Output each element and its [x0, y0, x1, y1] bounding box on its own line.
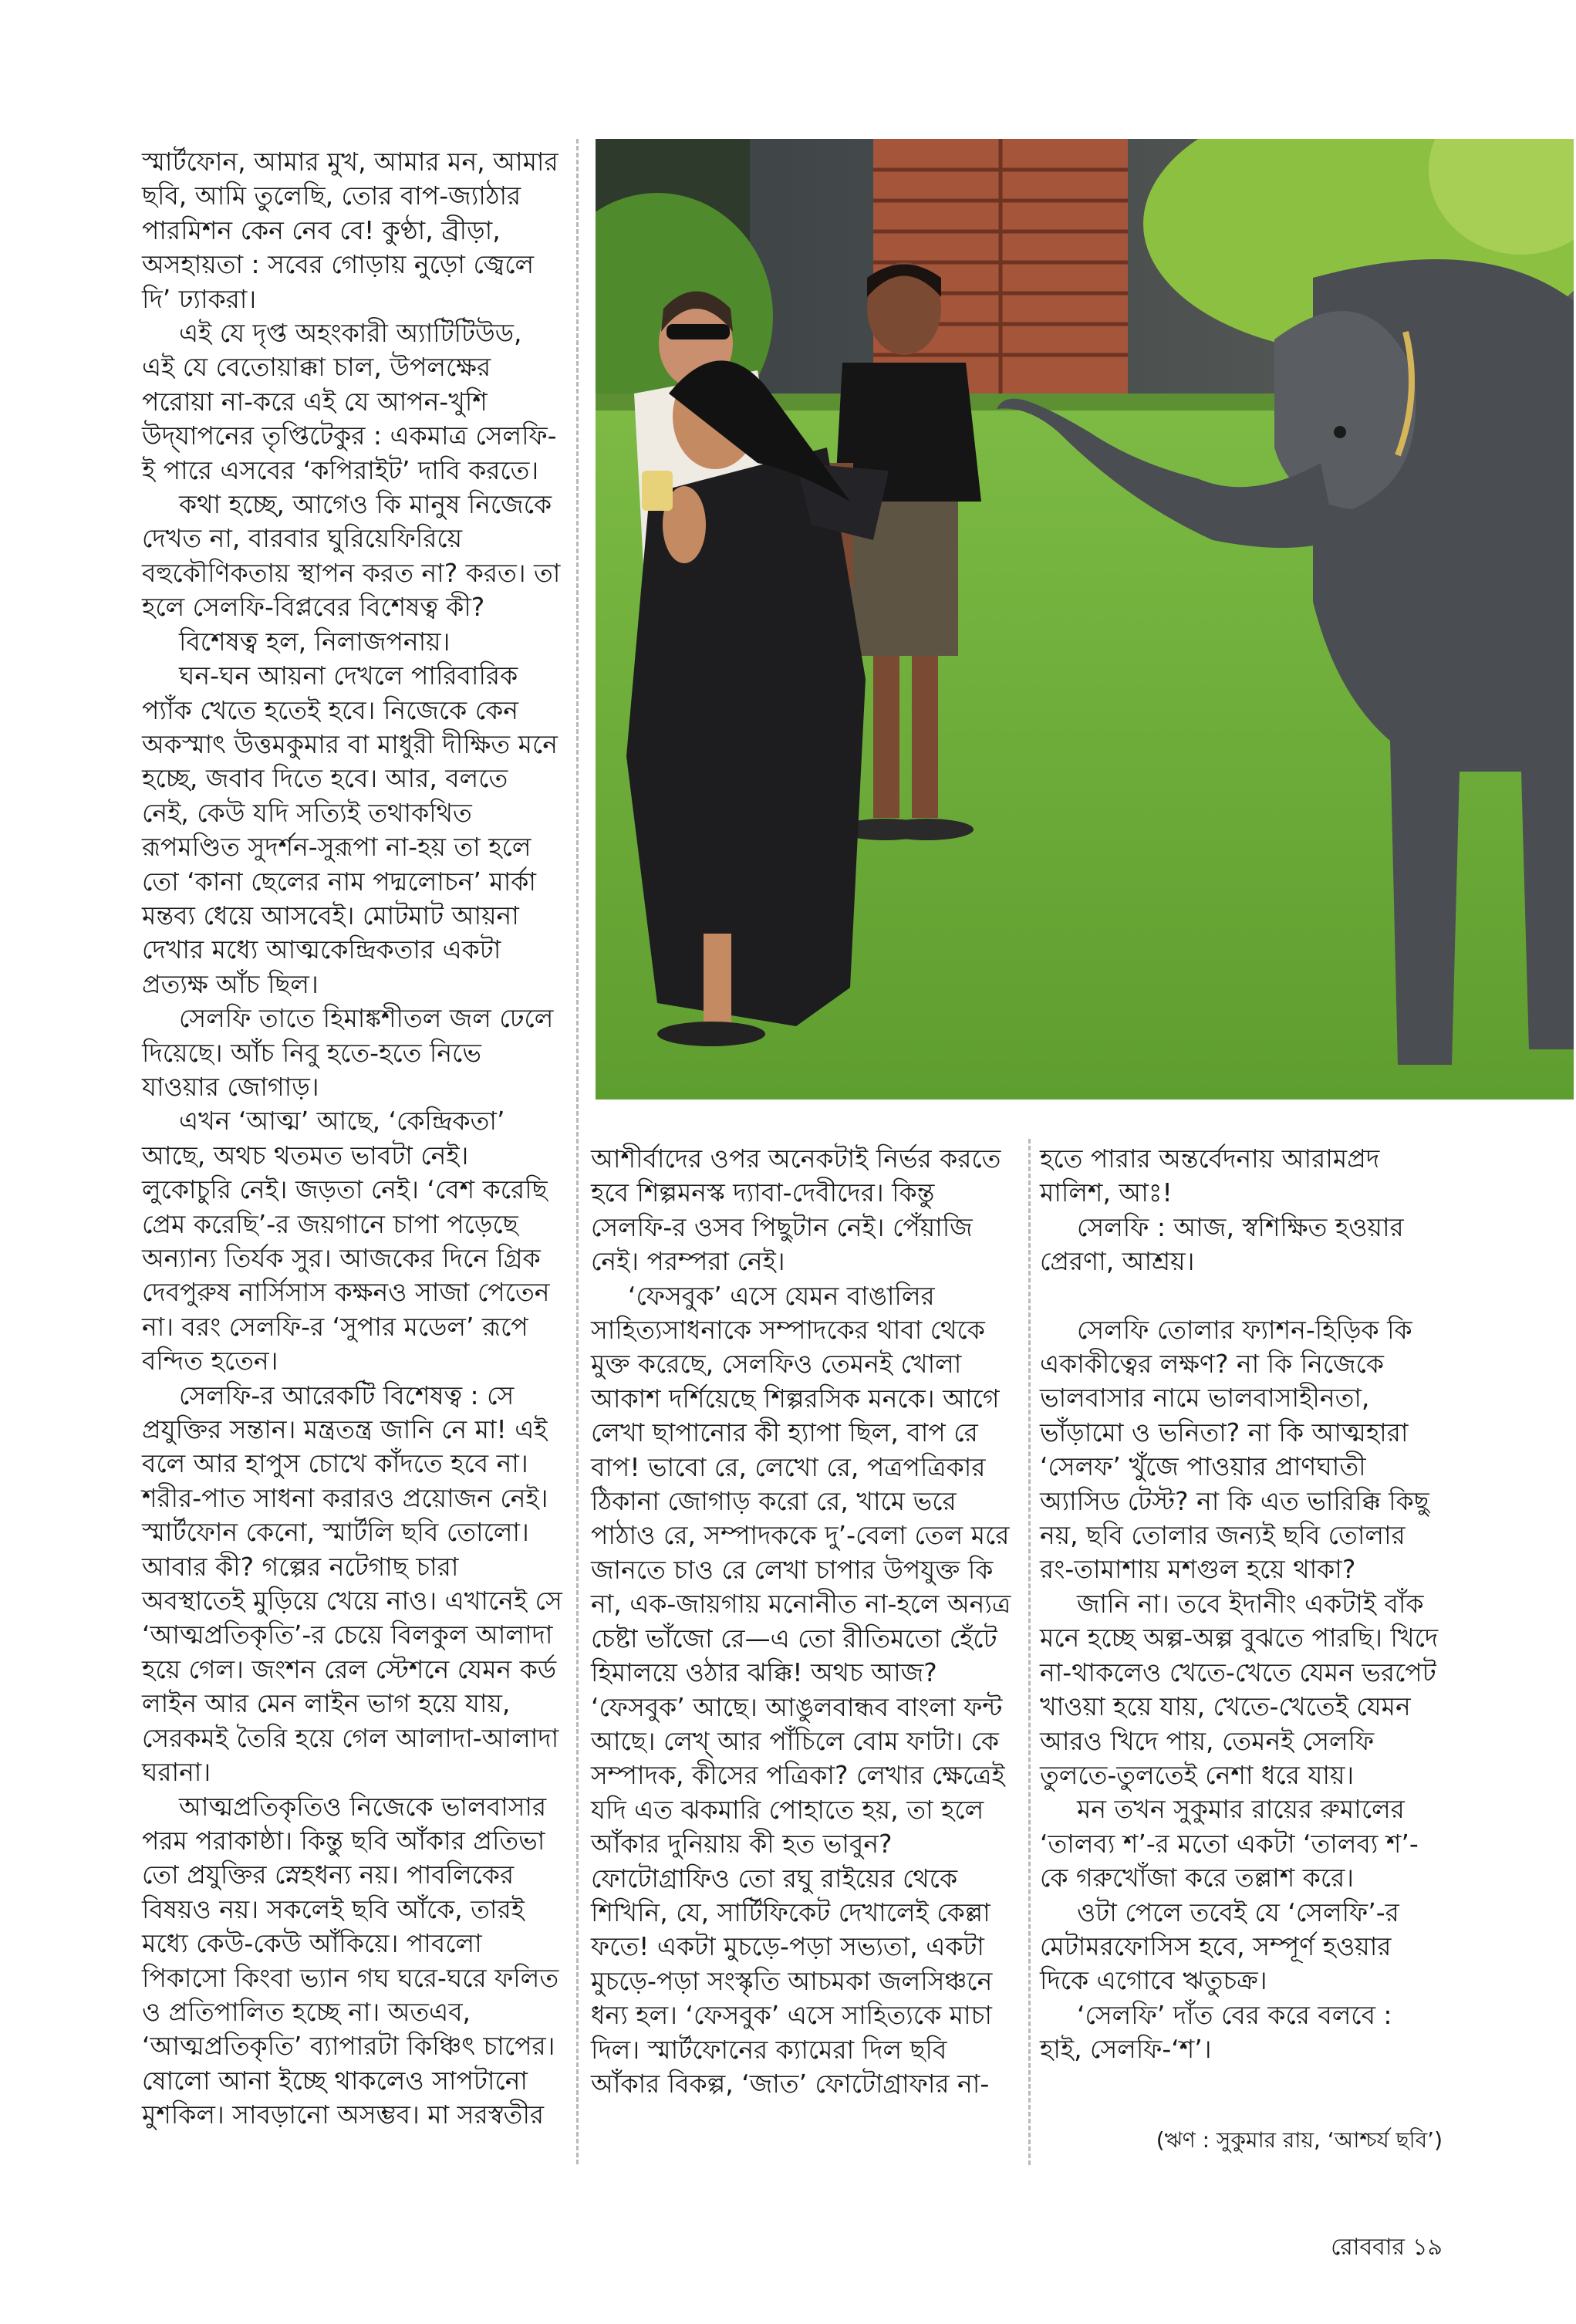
- paragraph: আত্মপ্রতিকৃতিও নিজেকে ভালবাসার পরম পরাকাষ্ঠা। কিন্তু ছবি আঁকার প্রতিভা তো প্রযুক্তির স্নেহধন্য নয়। পাবলিকের বিষয়ও নয়। সকলেই ছবি আঁকে, তারই মধ্যে কেউ-কেউ আঁকিয়ে। পাবলো পিকাসো কিংবা ভ্যান গঘ ঘরে-ঘরে ফলিত ও প্রতিপালিত হচ্ছে না। অতএব, ‘আত্মপ্রতিকৃতি’ ব্যাপারটা কিঞ্চিৎ চাপের। ষোলো আনা ইচ্ছে থাকলেও সাপটানো মুশকিল। সাবড়ানো অসম্ভব। মা সরস্বতীর: [142, 1791, 559, 2130]
- article-column-3: [1040, 1142, 1441, 2091]
- paragraph: সেলফি তাতে হিমাঙ্কশীতল জল ঢেলে দিয়েছে। আঁচ নিবু হতে-হতে নিভে যাওয়ার জোগাড়।: [142, 1003, 554, 1102]
- paragraph: ‘ফেসবুক’ এসে যেমন বাঙালির সাহিত্যসাধনাকে সম্পাদকের থাবা থেকে মুক্ত করেছে, সেলফিও তেমনই খোলা আকাশ দর্শিয়েছে শিল্পরসিক মনকে। আগে লেখা ছাপানোর কী হ্যাপা ছিল, বাপ রে বাপ! ভাবো রে, লেখো রে, পত্রপত্রিকার ঠিকানা জোগাড় করো রে, খামে ভরে পাঠাও রে, সম্পাদককে দু’-বেলা তেল মরে জানতে চাও রে লেখা চাপার উপযুক্ত কি না, এক-জায়গায় মনোনীত না-হলে অন্যত্র চেষ্টা ভাঁজো রে—এ তো রীতিমতো হেঁটে হিমালয়ে ওঠার ঝক্কি! অথচ আজ? ‘ফেসবুক’ আছে। আঙুলবান্ধব বাংলা ফন্ট আছে। লেখ্‌ আর পাঁচিলে বোম ফাটা। কে সম্পাদক, কীসের পত্রিকা? লেখার ক্ষেত্রেই যদি এত ঝকমারি পোহাতে হয়, তা হলে আঁকার দুনিয়ায় কী হত ভাবুন? ফোটোগ্রাফিও তো রঘু রাইয়ের থেকে শিখিনি, যে, সার্টিফিকেট দেখালেই কেল্লা ফতে! একটা মুচড়ে-পড়া সভ্যতা, একটা মুচড়ে-পড়া সংস্কৃতি আচমকা জলসিঞ্চনে ধন্য হল। ‘ফেসবুক’ এসে সাহিত্যকে মাচা দিল। স্মার্টফোনের ক্যামেরা দিল ছবি আঁকার বিকল্প, ‘জাত’ ফোটোগ্রাফার না-: [591, 1280, 1011, 2099]
- paragraph: বিশেষত্ব হল, নিলাজপনায়।: [179, 626, 451, 657]
- column-divider: [1028, 1139, 1031, 2165]
- paragraph: এখন ‘আত্ম’ আছে, ‘কেন্দ্রিকতা’ আছে, অথচ থতমত ভাবটা নেই। লুকোচুরি নেই। জড়তা নেই। ‘বেশ করেছি প্রেম করেছি’-র জয়গানে চাপা পড়েছে অন্যান্য তির্যক সুর। আজকের দিনে গ্রিক দেবপুরুষ নার্সিসাস কক্ষনও সাজা পেতেন না। বরং সেলফি-র ‘সুপার মডেল’ রূপে বন্দিত হতেন।: [142, 1106, 550, 1376]
- paragraph: ওটা পেলে তবেই যে ‘সেলফি’-র মেটামরফোসিস হবে, সম্পূর্ণ হওয়ার দিকে এগোবে ঋতুচক্র।: [1040, 1897, 1399, 1996]
- paragraph: ‘সেলফি’ দাঁত বের করে বলবে : হাই, সেলফি-‘শ’।: [1040, 1999, 1392, 2065]
- magazine-name: রোববার: [1331, 2234, 1406, 2261]
- article-column-1: [142, 145, 562, 2167]
- paragraph: জানি না। তবে ইদানীং একটাই বাঁক মনে হচ্ছে অল্প-অল্প বুঝতে পারছি। খিদে না-থাকলেও খেতে-খেতে যেমন ভরপেট খাওয়া হয়ে যায়, খেতে-খেতেই যেমন আরও খিদে পায়, তেমনই সেলফি তুলতে-তুলতেই নেশা ধরে যায়।: [1040, 1588, 1439, 1790]
- paragraph: এই যে দৃপ্ত অহংকারী অ্যাটিটিউড, এই যে বেতোয়াক্কা চাল, উপলক্ষের পরোয়া না-করে এই যে আপন-খুশি উদ্‌যাপনের তৃপ্তিটেকুর : একমাত্র সেলফি-ই পারে এসবের ‘কপিরাইট’ দাবি করতে।: [142, 318, 557, 485]
- phone-icon: [642, 471, 673, 511]
- page-footer: [1203, 2228, 1443, 2268]
- article-column-2: [591, 1142, 1019, 2168]
- elephant-eye: [1334, 426, 1346, 438]
- column-divider: [576, 139, 579, 2164]
- credit-note: (ঋণ : সুকুমার রায়, ‘আশ্চর্য ছবি’): [1156, 2127, 1443, 2153]
- paragraph: সেলফি তোলার ফ্যাশন-হিড়িক কি একাকীত্বের লক্ষণ? না কি নিজেকে ভালবাসার নামে ভালবাসাহীনতা, ভাঁড়ামো ও ভনিতা? না কি আত্মহারা ‘সেলফ’ খুঁজে পাওয়ার প্রাণঘাতী অ্যাসিড টেস্ট? না কি এত ভারিক্কি কিছু নয়, ছবি তোলার জন্যই ছবি তোলার রং-তামাশায় মশগুল হয়ে থাকা?: [1040, 1314, 1429, 1585]
- paragraph: স্মার্টফোন, আমার মুখ, আমার মন, আমার ছবি, আমি তুলেছি, তোর বাপ-জ্যাঠার পারমিশন কেন নেব বে! কুণ্ঠা, ব্রীড়া, অসহায়তা : সবের গোড়ায় নুড়ো জ্বেলে দি’ ঢ্যাকরা।: [142, 147, 559, 314]
- paragraph: হতে পারার অন্তর্বেদনায় আরামপ্রদ মালিশ, আঃ!: [1040, 1143, 1380, 1208]
- paragraph: মন তখন সুকুমার রায়ের রুমালের ‘তালব্য শ’-র মতো একটা ‘তালব্য শ’-কে গরুখোঁজা করে তল্লাশ করে।: [1040, 1794, 1419, 1893]
- paragraph: আশীর্বাদের ওপর অনেকটাই নির্ভর করতে হবে শিল্পমনস্ক দ্যাবা-দেবীদের। কিন্তু সেলফি-র ওসব পিছুটান নেই। পেঁয়াজি নেই। পরম্পরা নেই।: [591, 1143, 1001, 1277]
- paragraph: সেলফি : আজ, স্বশিক্ষিত হওয়ার প্রেরণা, আশ্রয়।: [1040, 1211, 1404, 1277]
- elephant-selfie-photo: [596, 139, 1574, 1100]
- paragraph: ঘন-ঘন আয়না দেখলে পারিবারিক প্যাঁক খেতে হতেই হবে। নিজেকে কেন অকস্মাৎ উত্তমকুমার বা মাধুরী দীক্ষিত মনে হচ্ছে, জবাব দিতে হবে। আর, বলতে নেই, কেউ যদি সত্যিই তথাকথিত রূপমণ্ডিত সুদর্শন-সুরূপা না-হয় তা হলে তো ‘কানা ছেলের নাম পদ্মলোচন’ মার্কা মন্তব্য ধেয়ে আসবেই। মোটমাট আয়না দেখার মধ্যে আত্মকেন্দ্রিকতার একটা প্রত্যক্ষ আঁচ ছিল।: [142, 660, 558, 999]
- paragraph: কথা হচ্ছে, আগেও কি মানুষ নিজেকে দেখত না, বারবার ঘুরিয়েফিরিয়ে বহুকৌণিকতায় স্থাপন করত না? করত। তা হলে সেলফি-বিপ্লবের বিশেষত্ব কী?: [142, 489, 561, 623]
- page-number: ১৯: [1412, 2234, 1443, 2261]
- paragraph: সেলফি-র আরেকটি বিশেষত্ব : সে প্রযুক্তির সন্তান। মন্ত্রতন্ত্র জানি নে মা! এই বলে আর হাপুস চোখে কাঁদতে হবে না। শরীর-পাত সাধনা করারও প্রয়োজন নেই। স্মার্টফোন কেনো, স্মার্টলি ছবি তোলো। আবার কী? গল্পের নটেগাছ চারা অবস্থাতেই মুড়িয়ে খেয়ে নাও। এখানেই সে ‘আত্মপ্রতিকৃতি’-র চেয়ে বিলকুল আলাদা হয়ে গেল। জংশন রেল স্টেশনে যেমন কর্ড লাইন আর মেন লাইন ভাগ হয়ে যায়, সেরকমই তৈরি হয়ে গেল আলাদা-আলাদা ঘরানা।: [142, 1380, 562, 1788]
